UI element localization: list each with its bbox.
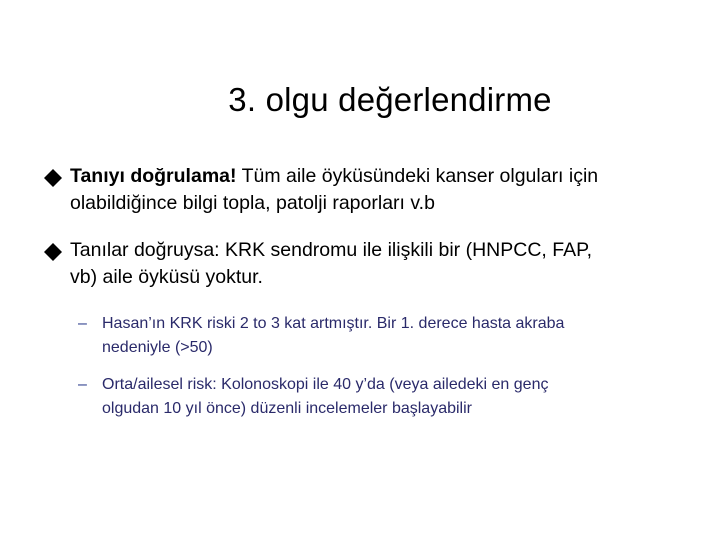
bullet-line-1: Tanılar doğruysa: KRK sendromu ile ilişkili bir (HNPCC, FAP, xyxy=(70,239,592,261)
bullet-item-2 xyxy=(44,237,664,291)
diamond-bullet-icon xyxy=(44,169,62,187)
dash-marker: – xyxy=(78,376,87,393)
bullet-line-2: vb) aile öyküsü yoktur. xyxy=(70,266,263,288)
bullet-text xyxy=(44,163,664,217)
diamond-bullet-icon xyxy=(44,243,62,261)
sub-bullet-line-2: nedeniyle (>50) xyxy=(102,339,213,356)
bullet-line-1: Tüm aile öyküsündeki kanser olguları için xyxy=(236,165,599,187)
bullet-line-2: olabildiğince bilgi topla, patolji raporları v.b xyxy=(70,192,435,214)
sub-bullet-item-1 xyxy=(78,312,638,360)
dash-marker: – xyxy=(78,315,87,332)
slide-title: 3. olgu değerlendirme xyxy=(228,81,552,118)
bullet-text xyxy=(44,237,664,291)
sub-bullet-item-2 xyxy=(78,373,638,421)
sub-bullet-text xyxy=(78,373,638,421)
sub-bullet-text xyxy=(78,312,638,360)
sub-bullet-line-2: olgudan 10 yıl önce) düzenli incelemeler başlayabilir xyxy=(102,400,472,417)
sub-bullet-line-1: Hasan’ın KRK riski 2 to 3 kat artmıştır. Bir 1. derece hasta akraba xyxy=(102,315,565,332)
bullet-item-1 xyxy=(44,163,664,217)
sub-bullet-line-1: Orta/ailesel risk: Kolonoskopi ile 40 y’da (veya ailedeki en genç xyxy=(102,376,549,393)
bullet-strong-text: Tanıyı doğrulama! xyxy=(70,165,237,187)
